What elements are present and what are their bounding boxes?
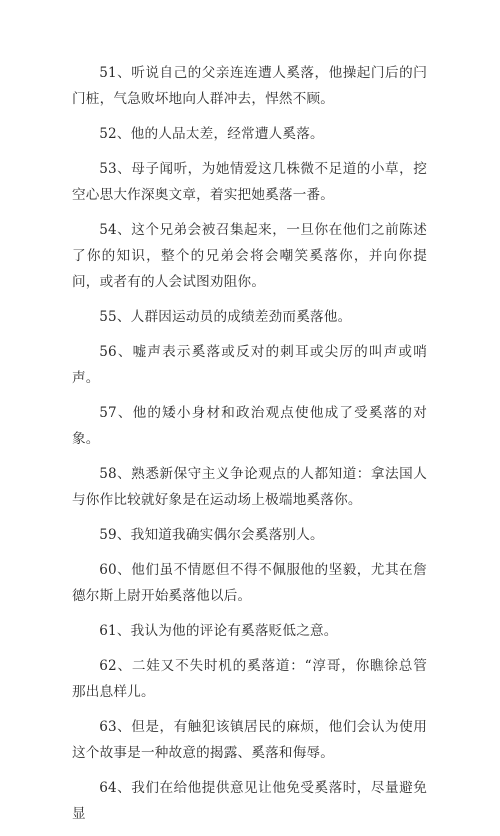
sentence-64: 64、我们在给他提供意见让他免受奚落时，尽量避免显 [72, 780, 427, 822]
sentence-53: 53、母子闻听，为她情爱这几株微不足道的小草，挖空心思大作深奥文章，着实把她奚落一番。 [72, 161, 427, 203]
sentence-51: 51、听说自己的父亲连连遭人奚落，他操起门后的闩门桩，气急败坏地向人群冲去，悍然不顾。 [72, 65, 427, 107]
sentence-56: 56、嘘声表示奚落或反对的刺耳或尖厉的叫声或哨声。 [72, 344, 427, 386]
sentence-62: 62、二娃又不失时机的奚落道：“淳哥，你瞧徐总管那出息样儿。 [72, 658, 427, 700]
sentence-60: 60、他们虽不情愿但不得不佩服他的坚毅，尤其在詹德尔斯上尉开始奚落他以后。 [72, 562, 427, 604]
sentence-59: 59、我知道我确实偶尔会奚落别人。 [99, 527, 324, 543]
sentence-54: 54、这个兄弟会被召集起来，一旦你在他们之前陈述了你的知识，整个的兄弟会将会嘲笑奚落你，并向你提问，或者有的人会试图劝阻你。 [72, 222, 427, 290]
sentence-57: 57、他的矮小身材和政治观点使他成了受奚落的对象。 [72, 405, 427, 447]
sentence-58: 58、熟悉新保守主义争论观点的人都知道：拿法国人与你作比较就好象是在运动场上极端地奚落你。 [72, 466, 427, 508]
sentence-52: 52、他的人品太差，经常遭人奚落。 [99, 126, 324, 142]
sentence-55: 55、人群因运动员的成绩差劲而奚落他。 [99, 309, 352, 325]
sentence-61: 61、我认为他的评论有奚落贬低之意。 [99, 623, 338, 639]
sentence-63: 63、但是，有触犯该镇居民的麻烦，他们会认为使用这个故事是一种故意的揭露、奚落和侮辱。 [72, 719, 427, 761]
document-body [72, 60, 427, 836]
